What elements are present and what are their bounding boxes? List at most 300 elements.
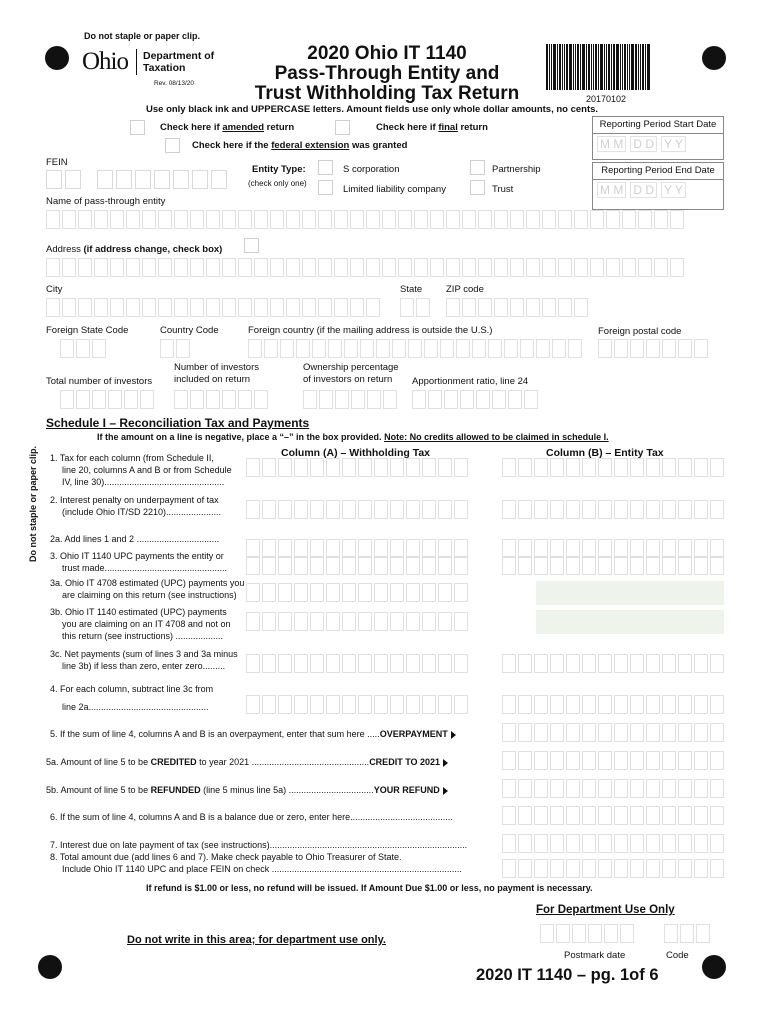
char-box[interactable] bbox=[174, 258, 188, 277]
column-a-amount[interactable] bbox=[246, 500, 468, 519]
char-box[interactable] bbox=[678, 751, 692, 770]
char-box[interactable] bbox=[598, 834, 612, 853]
char-box[interactable] bbox=[582, 751, 596, 770]
char-box[interactable] bbox=[238, 298, 252, 317]
char-box[interactable] bbox=[374, 654, 388, 673]
column-b-amount[interactable] bbox=[502, 556, 724, 575]
char-box[interactable] bbox=[646, 723, 660, 742]
char-box[interactable] bbox=[158, 298, 172, 317]
char-box[interactable] bbox=[358, 583, 372, 602]
char-box[interactable] bbox=[350, 298, 364, 317]
char-box[interactable] bbox=[294, 458, 308, 477]
char-box[interactable] bbox=[454, 583, 468, 602]
char-box[interactable] bbox=[598, 556, 612, 575]
char-box[interactable] bbox=[310, 695, 324, 714]
char-box[interactable] bbox=[366, 258, 380, 277]
char-box[interactable] bbox=[566, 779, 580, 798]
char-box[interactable] bbox=[662, 458, 676, 477]
char-box[interactable] bbox=[654, 210, 668, 229]
char-box[interactable] bbox=[374, 556, 388, 575]
zip-input[interactable] bbox=[446, 298, 588, 317]
char-box[interactable] bbox=[158, 258, 172, 277]
char-box[interactable] bbox=[582, 723, 596, 742]
char-box[interactable] bbox=[46, 210, 60, 229]
char-box[interactable] bbox=[620, 924, 634, 943]
char-box[interactable] bbox=[710, 834, 724, 853]
char-box[interactable] bbox=[438, 583, 452, 602]
char-box[interactable] bbox=[582, 458, 596, 477]
char-box[interactable] bbox=[550, 723, 564, 742]
char-box[interactable] bbox=[438, 500, 452, 519]
fein-input[interactable] bbox=[46, 170, 227, 189]
total-investors-input[interactable] bbox=[60, 390, 154, 409]
char-box[interactable] bbox=[302, 210, 316, 229]
char-box[interactable] bbox=[206, 390, 220, 409]
char-box[interactable] bbox=[646, 500, 660, 519]
char-box[interactable] bbox=[630, 500, 644, 519]
char-box[interactable] bbox=[654, 258, 668, 277]
char-box[interactable] bbox=[262, 612, 276, 631]
char-box[interactable] bbox=[568, 339, 582, 358]
apportionment-input[interactable] bbox=[412, 390, 538, 409]
char-box[interactable] bbox=[710, 751, 724, 770]
char-box[interactable] bbox=[694, 339, 708, 358]
char-box[interactable] bbox=[358, 612, 372, 631]
char-box[interactable] bbox=[614, 458, 628, 477]
char-box[interactable] bbox=[678, 654, 692, 673]
char-box[interactable] bbox=[614, 723, 628, 742]
char-box[interactable] bbox=[662, 556, 676, 575]
char-box[interactable] bbox=[358, 458, 372, 477]
char-box[interactable] bbox=[126, 258, 140, 277]
column-b-amount[interactable] bbox=[502, 500, 724, 519]
char-box[interactable] bbox=[566, 806, 580, 825]
column-a-amount[interactable] bbox=[246, 695, 468, 714]
char-box[interactable] bbox=[550, 556, 564, 575]
country-code-input[interactable] bbox=[160, 339, 190, 358]
char-box[interactable] bbox=[646, 779, 660, 798]
char-box[interactable] bbox=[534, 751, 548, 770]
char-box[interactable] bbox=[454, 458, 468, 477]
char-box[interactable] bbox=[335, 390, 349, 409]
char-box[interactable] bbox=[502, 500, 516, 519]
char-box[interactable] bbox=[246, 500, 260, 519]
char-box[interactable] bbox=[534, 556, 548, 575]
char-box[interactable] bbox=[406, 556, 420, 575]
char-box[interactable] bbox=[360, 339, 374, 358]
char-box[interactable] bbox=[694, 723, 708, 742]
char-box[interactable] bbox=[382, 210, 396, 229]
char-box[interactable] bbox=[398, 258, 412, 277]
char-box[interactable] bbox=[60, 390, 74, 409]
char-box[interactable] bbox=[646, 654, 660, 673]
char-box[interactable] bbox=[454, 654, 468, 673]
char-box[interactable] bbox=[478, 210, 492, 229]
char-box[interactable] bbox=[94, 258, 108, 277]
char-box[interactable] bbox=[502, 556, 516, 575]
char-box[interactable] bbox=[366, 298, 380, 317]
entity-name-input[interactable] bbox=[46, 210, 684, 229]
char-box[interactable] bbox=[598, 500, 612, 519]
char-box[interactable] bbox=[406, 695, 420, 714]
char-box[interactable] bbox=[238, 210, 252, 229]
column-a-amount[interactable] bbox=[246, 458, 468, 477]
char-box[interactable] bbox=[294, 556, 308, 575]
char-box[interactable] bbox=[406, 612, 420, 631]
char-box[interactable] bbox=[598, 859, 612, 878]
char-box[interactable] bbox=[614, 500, 628, 519]
char-box[interactable] bbox=[342, 654, 356, 673]
char-box[interactable] bbox=[518, 806, 532, 825]
char-box[interactable] bbox=[502, 859, 516, 878]
char-box[interactable] bbox=[222, 210, 236, 229]
char-box[interactable] bbox=[326, 500, 340, 519]
char-box[interactable] bbox=[310, 556, 324, 575]
char-box[interactable] bbox=[326, 654, 340, 673]
char-box[interactable] bbox=[488, 339, 502, 358]
char-box[interactable] bbox=[582, 806, 596, 825]
column-a-amount[interactable] bbox=[246, 612, 468, 631]
char-box[interactable] bbox=[678, 779, 692, 798]
char-box[interactable] bbox=[614, 834, 628, 853]
char-box[interactable] bbox=[286, 258, 300, 277]
char-box[interactable] bbox=[678, 556, 692, 575]
char-box[interactable] bbox=[158, 210, 172, 229]
char-box[interactable] bbox=[430, 210, 444, 229]
char-box[interactable] bbox=[342, 500, 356, 519]
line-8-amount[interactable] bbox=[502, 859, 724, 878]
foreign-postal-input[interactable] bbox=[598, 339, 708, 358]
char-box[interactable] bbox=[462, 298, 476, 317]
char-box[interactable] bbox=[414, 210, 428, 229]
char-box[interactable] bbox=[342, 556, 356, 575]
char-box[interactable] bbox=[550, 695, 564, 714]
char-box[interactable] bbox=[78, 210, 92, 229]
char-box[interactable] bbox=[556, 924, 570, 943]
char-box[interactable] bbox=[406, 500, 420, 519]
char-box[interactable] bbox=[126, 298, 140, 317]
char-box[interactable] bbox=[494, 258, 508, 277]
char-box[interactable] bbox=[694, 834, 708, 853]
char-box[interactable] bbox=[110, 298, 124, 317]
char-box[interactable] bbox=[400, 298, 414, 317]
char-box[interactable] bbox=[534, 654, 548, 673]
char-box[interactable] bbox=[406, 458, 420, 477]
address-input[interactable] bbox=[46, 258, 684, 277]
char-box[interactable] bbox=[206, 210, 220, 229]
trust-checkbox[interactable] bbox=[470, 180, 485, 195]
char-box[interactable] bbox=[254, 258, 268, 277]
char-box[interactable] bbox=[246, 695, 260, 714]
foreign-state-input[interactable] bbox=[60, 339, 106, 358]
char-box[interactable] bbox=[286, 298, 300, 317]
line-7-amount[interactable] bbox=[502, 834, 724, 853]
char-box[interactable] bbox=[662, 859, 676, 878]
char-box[interactable] bbox=[582, 779, 596, 798]
char-box[interactable] bbox=[248, 339, 262, 358]
char-box[interactable] bbox=[390, 458, 404, 477]
column-a-amount[interactable] bbox=[246, 654, 468, 673]
char-box[interactable] bbox=[478, 258, 492, 277]
char-box[interactable] bbox=[614, 556, 628, 575]
char-box[interactable] bbox=[678, 695, 692, 714]
column-b-amount[interactable] bbox=[502, 654, 724, 673]
char-box[interactable] bbox=[422, 695, 436, 714]
char-box[interactable] bbox=[254, 298, 268, 317]
char-box[interactable] bbox=[350, 258, 364, 277]
char-box[interactable] bbox=[412, 390, 426, 409]
char-box[interactable] bbox=[710, 779, 724, 798]
column-a-amount[interactable] bbox=[246, 556, 468, 575]
char-box[interactable] bbox=[598, 779, 612, 798]
char-box[interactable] bbox=[662, 779, 676, 798]
char-box[interactable] bbox=[710, 654, 724, 673]
char-box[interactable] bbox=[390, 500, 404, 519]
char-box[interactable] bbox=[428, 390, 442, 409]
char-box[interactable] bbox=[694, 859, 708, 878]
char-box[interactable] bbox=[383, 390, 397, 409]
char-box[interactable] bbox=[526, 298, 540, 317]
char-box[interactable] bbox=[542, 298, 556, 317]
char-box[interactable] bbox=[710, 458, 724, 477]
char-box[interactable] bbox=[646, 751, 660, 770]
char-box[interactable] bbox=[286, 210, 300, 229]
char-box[interactable] bbox=[510, 258, 524, 277]
char-box[interactable] bbox=[566, 458, 580, 477]
char-box[interactable] bbox=[518, 556, 532, 575]
char-box[interactable] bbox=[278, 612, 292, 631]
char-box[interactable] bbox=[446, 298, 460, 317]
char-box[interactable] bbox=[710, 695, 724, 714]
char-box[interactable] bbox=[678, 859, 692, 878]
char-box[interactable] bbox=[294, 695, 308, 714]
char-box[interactable] bbox=[344, 339, 358, 358]
char-box[interactable] bbox=[142, 210, 156, 229]
char-box[interactable] bbox=[566, 723, 580, 742]
char-box[interactable] bbox=[504, 339, 518, 358]
char-box[interactable] bbox=[392, 339, 406, 358]
final-return-checkbox[interactable] bbox=[335, 120, 350, 135]
char-box[interactable] bbox=[303, 390, 317, 409]
char-box[interactable] bbox=[334, 258, 348, 277]
char-box[interactable] bbox=[262, 458, 276, 477]
char-box[interactable] bbox=[334, 298, 348, 317]
char-box[interactable] bbox=[390, 612, 404, 631]
char-box[interactable] bbox=[494, 298, 508, 317]
char-box[interactable] bbox=[510, 210, 524, 229]
char-box[interactable] bbox=[334, 210, 348, 229]
char-box[interactable] bbox=[351, 390, 365, 409]
char-box[interactable] bbox=[566, 834, 580, 853]
char-box[interactable] bbox=[456, 339, 470, 358]
char-box[interactable] bbox=[566, 654, 580, 673]
char-box[interactable] bbox=[598, 654, 612, 673]
char-box[interactable] bbox=[326, 612, 340, 631]
char-box[interactable] bbox=[110, 210, 124, 229]
char-box[interactable] bbox=[390, 583, 404, 602]
char-box[interactable] bbox=[534, 859, 548, 878]
char-box[interactable] bbox=[536, 339, 550, 358]
char-box[interactable] bbox=[582, 654, 596, 673]
char-box[interactable] bbox=[558, 258, 572, 277]
char-box[interactable] bbox=[646, 556, 660, 575]
char-box[interactable] bbox=[662, 654, 676, 673]
char-box[interactable] bbox=[78, 298, 92, 317]
char-box[interactable] bbox=[542, 210, 556, 229]
char-box[interactable] bbox=[190, 258, 204, 277]
char-box[interactable] bbox=[206, 258, 220, 277]
char-box[interactable] bbox=[566, 859, 580, 878]
char-box[interactable] bbox=[376, 339, 390, 358]
char-box[interactable] bbox=[540, 924, 554, 943]
char-box[interactable] bbox=[206, 298, 220, 317]
char-box[interactable] bbox=[534, 834, 548, 853]
char-box[interactable] bbox=[614, 859, 628, 878]
char-box[interactable] bbox=[696, 924, 710, 943]
char-box[interactable] bbox=[630, 458, 644, 477]
char-box[interactable] bbox=[638, 258, 652, 277]
char-box[interactable] bbox=[406, 583, 420, 602]
char-box[interactable] bbox=[294, 500, 308, 519]
char-box[interactable] bbox=[478, 298, 492, 317]
char-box[interactable] bbox=[246, 612, 260, 631]
char-box[interactable] bbox=[518, 779, 532, 798]
char-box[interactable] bbox=[492, 390, 506, 409]
char-box[interactable] bbox=[588, 924, 602, 943]
char-box[interactable] bbox=[296, 339, 310, 358]
char-box[interactable] bbox=[422, 556, 436, 575]
char-box[interactable] bbox=[358, 654, 372, 673]
char-box[interactable] bbox=[550, 654, 564, 673]
char-box[interactable] bbox=[582, 500, 596, 519]
char-box[interactable] bbox=[110, 258, 124, 277]
char-box[interactable] bbox=[326, 695, 340, 714]
char-box[interactable] bbox=[630, 806, 644, 825]
char-box[interactable] bbox=[614, 654, 628, 673]
char-box[interactable] bbox=[62, 258, 76, 277]
char-box[interactable] bbox=[160, 339, 174, 358]
char-box[interactable] bbox=[254, 210, 268, 229]
char-box[interactable] bbox=[694, 695, 708, 714]
amended-return-checkbox[interactable] bbox=[130, 120, 145, 135]
char-box[interactable] bbox=[238, 258, 252, 277]
char-box[interactable] bbox=[518, 500, 532, 519]
char-box[interactable] bbox=[92, 390, 106, 409]
char-box[interactable] bbox=[176, 339, 190, 358]
char-box[interactable] bbox=[646, 695, 660, 714]
char-box[interactable] bbox=[358, 556, 372, 575]
char-box[interactable] bbox=[606, 258, 620, 277]
char-box[interactable] bbox=[534, 458, 548, 477]
char-box[interactable] bbox=[94, 210, 108, 229]
char-box[interactable] bbox=[582, 859, 596, 878]
char-box[interactable] bbox=[630, 556, 644, 575]
llc-checkbox[interactable] bbox=[318, 180, 333, 195]
char-box[interactable] bbox=[262, 695, 276, 714]
char-box[interactable] bbox=[222, 258, 236, 277]
char-box[interactable] bbox=[246, 458, 260, 477]
line-5b-amount[interactable] bbox=[502, 779, 724, 798]
char-box[interactable] bbox=[646, 458, 660, 477]
char-box[interactable] bbox=[630, 779, 644, 798]
char-box[interactable] bbox=[310, 583, 324, 602]
char-box[interactable] bbox=[558, 210, 572, 229]
char-box[interactable] bbox=[502, 695, 516, 714]
char-box[interactable] bbox=[630, 723, 644, 742]
char-box[interactable] bbox=[350, 210, 364, 229]
char-box[interactable] bbox=[390, 654, 404, 673]
char-box[interactable] bbox=[46, 258, 60, 277]
char-box[interactable] bbox=[406, 654, 420, 673]
char-box[interactable] bbox=[678, 458, 692, 477]
city-input[interactable] bbox=[46, 298, 380, 317]
char-box[interactable] bbox=[262, 583, 276, 602]
char-box[interactable] bbox=[526, 210, 540, 229]
char-box[interactable] bbox=[550, 834, 564, 853]
char-box[interactable] bbox=[92, 339, 106, 358]
char-box[interactable] bbox=[278, 695, 292, 714]
char-box[interactable] bbox=[438, 556, 452, 575]
char-box[interactable] bbox=[294, 583, 308, 602]
char-box[interactable] bbox=[326, 583, 340, 602]
char-box[interactable] bbox=[622, 258, 636, 277]
char-box[interactable] bbox=[598, 723, 612, 742]
char-box[interactable] bbox=[374, 583, 388, 602]
char-box[interactable] bbox=[446, 210, 460, 229]
char-box[interactable] bbox=[550, 779, 564, 798]
char-box[interactable] bbox=[582, 834, 596, 853]
char-box[interactable] bbox=[462, 258, 476, 277]
char-box[interactable] bbox=[518, 654, 532, 673]
char-box[interactable] bbox=[270, 298, 284, 317]
char-box[interactable] bbox=[524, 390, 538, 409]
char-box[interactable] bbox=[398, 210, 412, 229]
char-box[interactable] bbox=[76, 339, 90, 358]
char-box[interactable] bbox=[646, 834, 660, 853]
char-box[interactable] bbox=[124, 390, 138, 409]
char-box[interactable] bbox=[694, 779, 708, 798]
char-box[interactable] bbox=[454, 612, 468, 631]
partnership-checkbox[interactable] bbox=[470, 160, 485, 175]
char-box[interactable] bbox=[574, 210, 588, 229]
char-box[interactable] bbox=[598, 751, 612, 770]
char-box[interactable] bbox=[358, 695, 372, 714]
char-box[interactable] bbox=[502, 751, 516, 770]
char-box[interactable] bbox=[78, 258, 92, 277]
char-box[interactable] bbox=[438, 458, 452, 477]
char-box[interactable] bbox=[630, 695, 644, 714]
char-box[interactable] bbox=[440, 339, 454, 358]
char-box[interactable] bbox=[678, 723, 692, 742]
char-box[interactable] bbox=[534, 806, 548, 825]
char-box[interactable] bbox=[550, 751, 564, 770]
char-box[interactable] bbox=[328, 339, 342, 358]
char-box[interactable] bbox=[438, 695, 452, 714]
char-box[interactable] bbox=[140, 390, 154, 409]
char-box[interactable] bbox=[630, 834, 644, 853]
reporting-period-start[interactable] bbox=[592, 116, 724, 160]
char-box[interactable] bbox=[367, 390, 381, 409]
char-box[interactable] bbox=[382, 258, 396, 277]
line-5-amount[interactable] bbox=[502, 723, 724, 742]
char-box[interactable] bbox=[590, 258, 604, 277]
char-box[interactable] bbox=[438, 612, 452, 631]
char-box[interactable] bbox=[408, 339, 422, 358]
char-box[interactable] bbox=[310, 500, 324, 519]
char-box[interactable] bbox=[502, 779, 516, 798]
char-box[interactable] bbox=[174, 210, 188, 229]
char-box[interactable] bbox=[598, 695, 612, 714]
